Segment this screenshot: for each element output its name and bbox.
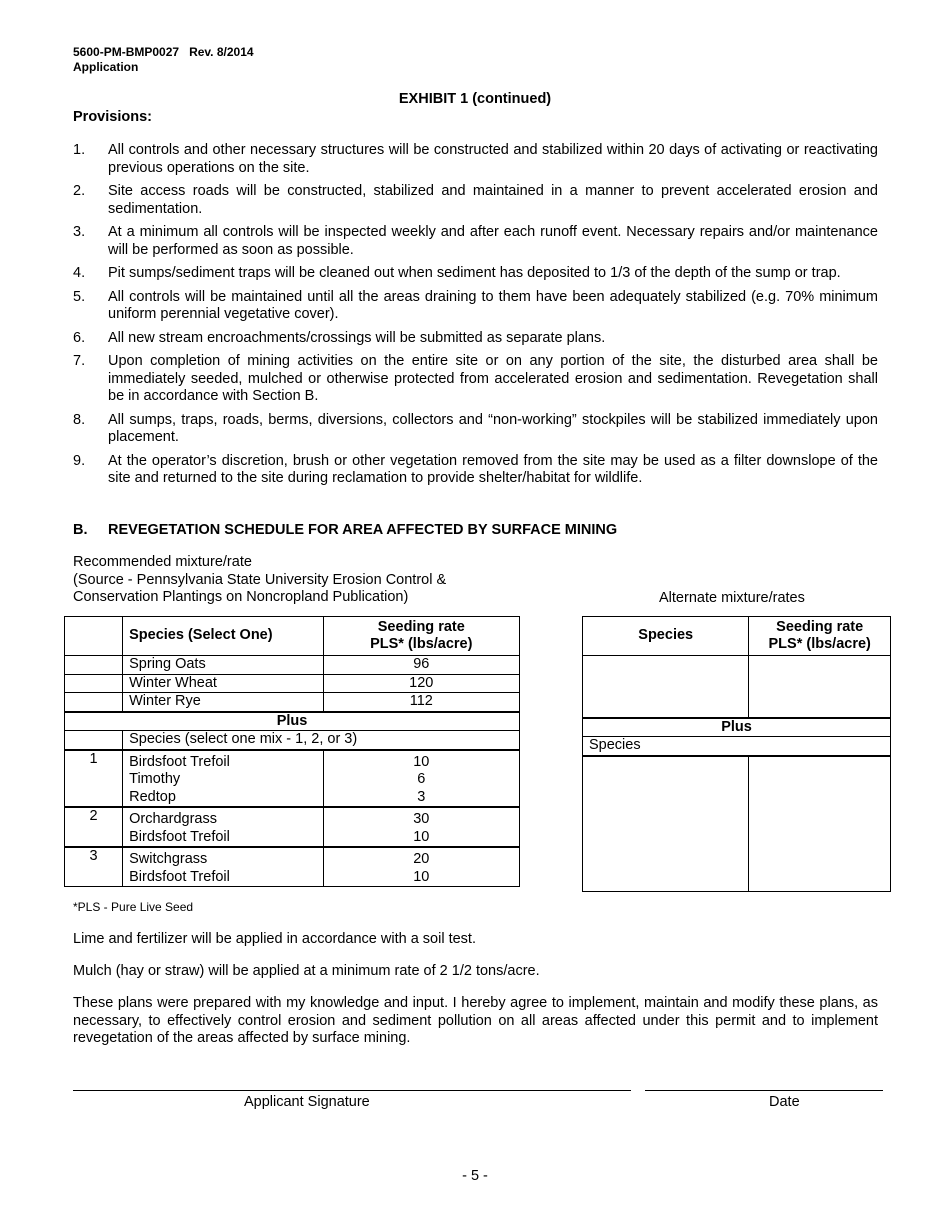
- provision-text: At a minimum all controls will be inspected weekly and after each runoff event. Necessary repairs and/or maintenance will be performed as soon as possible.: [108, 224, 878, 258]
- pls-footnote: *PLS - Pure Live Seed: [73, 900, 194, 914]
- mix-number[interactable]: 2: [65, 807, 123, 847]
- mix-rate-cell: [323, 847, 519, 887]
- date-label: Date: [769, 1094, 800, 1110]
- mix-species: Switchgrass: [129, 851, 208, 867]
- plus-row: [65, 712, 520, 731]
- mix-species-cell: [123, 750, 323, 808]
- mix-species: Orchardgrass: [129, 811, 217, 827]
- alternate-caption: Alternate mixture/rates: [659, 590, 805, 606]
- date-line[interactable]: [645, 1090, 883, 1091]
- mix-label-empty: [65, 731, 123, 750]
- mix-label: Species (select one mix - 1, 2, or 3): [123, 731, 520, 750]
- provision-item: [73, 224, 878, 259]
- grain-rows: [65, 656, 520, 712]
- alt-entry-row: [583, 656, 891, 718]
- provision-number: 8.: [73, 411, 86, 428]
- mix-number[interactable]: 3: [65, 847, 123, 887]
- provision-text: All sumps, traps, roads, berms, diversions, collectors and “non-working” stockpiles will be stabilized immediately upon placement.: [108, 411, 878, 445]
- provision-item: [73, 265, 878, 283]
- section-b-heading: [73, 522, 617, 538]
- provisions-title: Provisions:: [73, 109, 152, 125]
- section-b-letter: B.: [73, 522, 88, 538]
- provision-number: 6.: [73, 329, 86, 346]
- mix-label-row: [65, 731, 520, 750]
- page-number: - 5 -: [462, 1168, 488, 1184]
- provision-text: Pit sumps/sediment traps will be cleaned out when sediment has deposited to 1/3 of the depth of the sump or trap.: [108, 265, 841, 281]
- alt-species-label-row: [583, 737, 891, 756]
- grain-species: Spring Oats: [123, 656, 323, 675]
- grain-species: Winter Wheat: [123, 674, 323, 693]
- alt-plus-label: Plus: [583, 718, 891, 737]
- mix-rate: 10: [413, 868, 430, 885]
- mix-species: Redtop: [129, 788, 176, 805]
- provision-item: [73, 142, 878, 177]
- alt-header-rate: [749, 617, 891, 656]
- recommended-source: [73, 554, 446, 607]
- alt-mix-rate-cell[interactable]: [749, 756, 891, 892]
- provision-number: 3.: [73, 224, 86, 240]
- table-header-rate: [323, 617, 519, 656]
- alt-mix-entry-row: [583, 756, 891, 892]
- form-type: Application: [73, 60, 139, 74]
- grain-row: [65, 656, 520, 675]
- mix-row: [65, 807, 520, 847]
- recommended-mixture-table: [64, 616, 520, 887]
- table-header-rate-line-1: Seeding rate: [377, 618, 465, 635]
- form-number: 5600-PM-BMP0027: [73, 45, 180, 59]
- mix-species: Timothy: [129, 771, 181, 787]
- alt-header-species: Species: [583, 617, 749, 656]
- alt-header-row: [583, 617, 891, 656]
- form-header: [73, 45, 254, 75]
- provision-text: All new stream encroachments/crossings will be submitted as separate plans.: [108, 329, 606, 346]
- provision-text: At the operator’s discretion, brush or other vegetation removed from the site may be used as a filter downslope of the site and returned to the site during reclamation to provide shelter/habitat for wildlife.: [108, 452, 878, 486]
- provision-number: 7.: [73, 353, 86, 369]
- section-b-title: REVEGETATION SCHEDULE FOR AREA AFFECTED BY SURFACE MINING: [108, 522, 618, 538]
- grain-select-cell[interactable]: [65, 693, 123, 712]
- alternate-mixture-table: [582, 616, 891, 892]
- alt-plus-row: [583, 718, 891, 737]
- mix-row: [65, 750, 520, 808]
- alt-header-rate-line-1: Seeding rate: [776, 618, 864, 635]
- mix-rows: [65, 750, 520, 887]
- provision-item: [73, 183, 878, 218]
- mix-species: Birdsfoot Trefoil: [129, 868, 230, 885]
- grain-species: Winter Rye: [123, 693, 323, 712]
- provision-item: [73, 453, 878, 488]
- alt-species-label: Species: [583, 737, 891, 756]
- mix-rate: 20: [413, 851, 430, 867]
- provision-item: [73, 412, 878, 447]
- provision-number: 9.: [73, 452, 86, 469]
- recommended-line-1: Recommended mixture/rate: [73, 554, 252, 570]
- lime-paragraph: Lime and fertilizer will be applied in accordance with a soil test.: [73, 931, 476, 947]
- mix-number[interactable]: 1: [65, 750, 123, 808]
- provision-number: 5.: [73, 288, 86, 305]
- table-header-num: [65, 617, 123, 656]
- provision-item: [73, 289, 878, 324]
- table-header-species: Species (Select One): [123, 617, 323, 656]
- mix-rate: 6: [417, 771, 426, 787]
- recommended-line-3: Conservation Plantings on Noncropland Publication): [73, 589, 409, 605]
- alt-rate-cell[interactable]: [749, 656, 891, 718]
- exhibit-title: EXHIBIT 1 (continued): [398, 91, 552, 107]
- grain-row: [65, 693, 520, 712]
- mix-rate-cell: [323, 750, 519, 808]
- provision-text: Site access roads will be constructed, stabilized and maintained in a manner to prevent accelerated erosion and sedimentation.: [108, 183, 878, 217]
- provision-number: 2.: [73, 183, 86, 199]
- grain-select-cell[interactable]: [65, 656, 123, 675]
- mix-rate: 30: [413, 811, 430, 827]
- provision-text: All controls will be maintained until all the areas draining to them have been adequately stabilized (e.g. 70% minimum uniform perennial vegetative cover).: [108, 288, 878, 322]
- alt-header-rate-line-2: PLS* (lbs/acre): [768, 636, 871, 652]
- grain-rate: 96: [323, 656, 519, 675]
- mix-rate: 3: [417, 788, 426, 805]
- provision-item: [73, 353, 878, 406]
- grain-rate: 112: [323, 693, 519, 712]
- provisions-list: [73, 142, 878, 494]
- provision-text: All controls and other necessary structures will be constructed and stabilized within 20 days of activating or reactivating previous operations on the site.: [108, 142, 878, 176]
- mix-row: [65, 847, 520, 887]
- table-header-row: [65, 617, 520, 656]
- grain-rate: 120: [323, 674, 519, 693]
- alt-mix-species-cell[interactable]: [583, 756, 749, 892]
- mix-rate: 10: [413, 828, 430, 845]
- signature-label: Applicant Signature: [244, 1094, 370, 1110]
- form-revision: Rev. 8/2014: [189, 45, 254, 59]
- alt-species-cell[interactable]: [583, 656, 749, 718]
- grain-select-cell[interactable]: [65, 674, 123, 693]
- provision-text: Upon completion of mining activities on the entire site or on any portion of the site, the disturbed area shall be immediately seeded, mulched or otherwise protected from accelerated erosion and sedimentation. Revegetation shall be in accordance with Section B.: [108, 353, 878, 404]
- plus-label: Plus: [65, 712, 520, 731]
- mix-species-cell: [123, 807, 323, 847]
- mix-species: Birdsfoot Trefoil: [129, 753, 230, 770]
- signature-line[interactable]: [73, 1090, 631, 1091]
- mix-rate: 10: [413, 753, 430, 770]
- mix-rate-cell: [323, 807, 519, 847]
- mulch-paragraph: Mulch (hay or straw) will be applied at a minimum rate of 2 1/2 tons/acre.: [73, 963, 540, 979]
- recommended-line-2: (Source - Pennsylvania State University Erosion Control &: [73, 571, 447, 588]
- grain-row: [65, 674, 520, 693]
- agreement-paragraph: These plans were prepared with my knowledge and input. I hereby agree to implement, maintain and modify these plans, as necessary, to effectively control erosion and sediment pollution on all areas affected under this permit and to implement revegetation of the areas affected by surface mining.: [73, 995, 878, 1046]
- mix-species-cell: [123, 847, 323, 887]
- provision-item: [73, 330, 878, 348]
- provision-number: 4.: [73, 265, 86, 281]
- table-header-rate-line-2: PLS* (lbs/acre): [370, 636, 473, 652]
- provision-number: 1.: [73, 142, 86, 158]
- mix-species: Birdsfoot Trefoil: [129, 828, 230, 845]
